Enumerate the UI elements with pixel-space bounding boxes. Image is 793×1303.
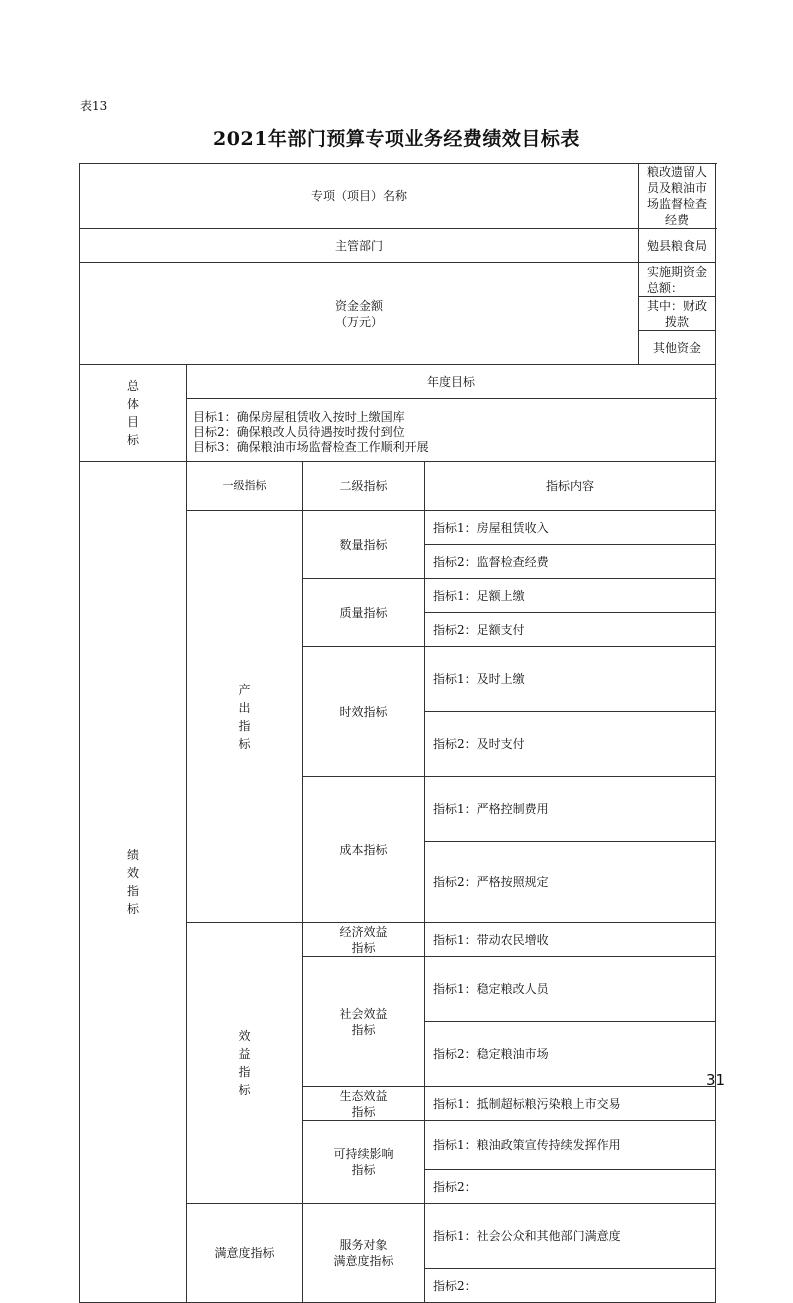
funds-label: 资金金额 — [334, 298, 383, 313]
annual-goals-list — [187, 399, 716, 462]
performance-indicators-side-label — [80, 462, 187, 1303]
indicator-content: 指标2：稳定粮油市场 — [425, 1022, 716, 1087]
level2-economic-line1: 经济效益 — [339, 924, 388, 939]
level2-social — [303, 957, 425, 1087]
level2-economic-line2: 指标 — [351, 940, 376, 955]
level1-satisfaction: 满意度指标 — [187, 1204, 303, 1303]
overall-goals-side-text: 总体目标 — [126, 379, 139, 447]
level2-economic — [303, 923, 425, 957]
indicator-content: 指标2：监督检查经费 — [425, 545, 716, 579]
total-funds-label: 实施期资金总额： — [639, 263, 716, 297]
indicator-content: 指标2： — [425, 1170, 716, 1204]
level2-social-line2: 指标 — [351, 1022, 376, 1037]
goal-item-1: 目标1：确保房屋租赁收入按时上缴国库 — [193, 410, 405, 424]
indicator-content: 指标2：足额支付 — [425, 613, 716, 647]
funds-unit: （万元） — [334, 314, 383, 329]
goal-item-2: 目标2：确保粮改人员待遇按时拨付到位 — [193, 425, 405, 439]
level2-quantity: 数量指标 — [303, 511, 425, 579]
indicator-content: 指标1：稳定粮改人员 — [425, 957, 716, 1022]
level2-ecological — [303, 1087, 425, 1121]
department-value: 勉县粮食局 — [639, 229, 716, 263]
level2-social-line1: 社会效益 — [339, 1006, 388, 1021]
indicator-content: 指标2： — [425, 1269, 716, 1303]
level2-sustainable — [303, 1121, 425, 1204]
level2-sustainable-line2: 指标 — [351, 1163, 376, 1177]
col-header-level2: 二级指标 — [303, 462, 425, 511]
project-name-value: 粮改遗留人员及粮油市场监督检查经费 — [639, 164, 716, 229]
page-title: 2021年部门预算专项业务经费绩效目标表 — [213, 128, 580, 150]
project-name-label: 专项（项目）名称 — [80, 164, 639, 229]
level1-output-text: 产出指标 — [238, 682, 251, 751]
indicator-content: 指标1：社会公众和其他部门满意度 — [425, 1204, 716, 1269]
project-name-row — [80, 164, 716, 229]
level2-service-line2: 满意度指标 — [333, 1254, 394, 1268]
table-number-label: 表13 — [80, 99, 108, 113]
department-row — [80, 229, 716, 263]
col-header-content: 指标内容 — [425, 462, 716, 511]
indicator-content: 指标1：严格控制费用 — [425, 777, 716, 842]
level2-ecological-line2: 指标 — [351, 1104, 376, 1119]
overall-goals-side-label — [80, 365, 187, 462]
level2-timeliness: 时效指标 — [303, 647, 425, 777]
level2-sustainable-line1: 可持续影响 — [333, 1147, 394, 1161]
indicator-content: 指标2：严格按照规定 — [425, 842, 716, 923]
indicator-content: 指标1：抵制超标粮污染粮上市交易 — [425, 1087, 716, 1121]
level1-benefit-text: 效益指标 — [238, 1029, 251, 1097]
page-number: 31 — [706, 1071, 726, 1089]
indicator-content: 指标1：房屋租赁收入 — [425, 511, 716, 545]
goal-item-3: 目标3：确保粮油市场监督检查工作顺利开展 — [193, 440, 429, 454]
indicator-header-row — [80, 462, 716, 511]
department-label: 主管部门 — [80, 229, 639, 263]
level2-ecological-line1: 生态效益 — [339, 1088, 388, 1103]
funds-amount-cell — [80, 263, 639, 365]
other-funds-label: 其他资金 — [639, 331, 716, 365]
level1-benefit — [187, 923, 303, 1204]
indicator-content: 指标1：粮油政策宣传持续发挥作用 — [425, 1121, 716, 1170]
indicator-content: 指标2：及时支付 — [425, 712, 716, 777]
level2-quality: 质量指标 — [303, 579, 425, 647]
col-header-level1: 一级指标 — [187, 462, 303, 511]
level1-output — [187, 511, 303, 923]
performance-target-table — [79, 163, 716, 1303]
indicator-content: 指标1：及时上缴 — [425, 647, 716, 712]
level2-service-line1: 服务对象 — [339, 1238, 388, 1252]
level2-service-satisfaction — [303, 1204, 425, 1303]
annual-goals-label: 年度目标 — [187, 365, 716, 399]
fiscal-funds-label: 其中：财政拨款 — [639, 297, 716, 331]
indicator-content: 指标1：带动农民增收 — [425, 923, 716, 957]
indicator-content: 指标1：足额上缴 — [425, 579, 716, 613]
performance-indicators-side-text: 绩效指标 — [126, 848, 139, 916]
level2-cost: 成本指标 — [303, 777, 425, 923]
